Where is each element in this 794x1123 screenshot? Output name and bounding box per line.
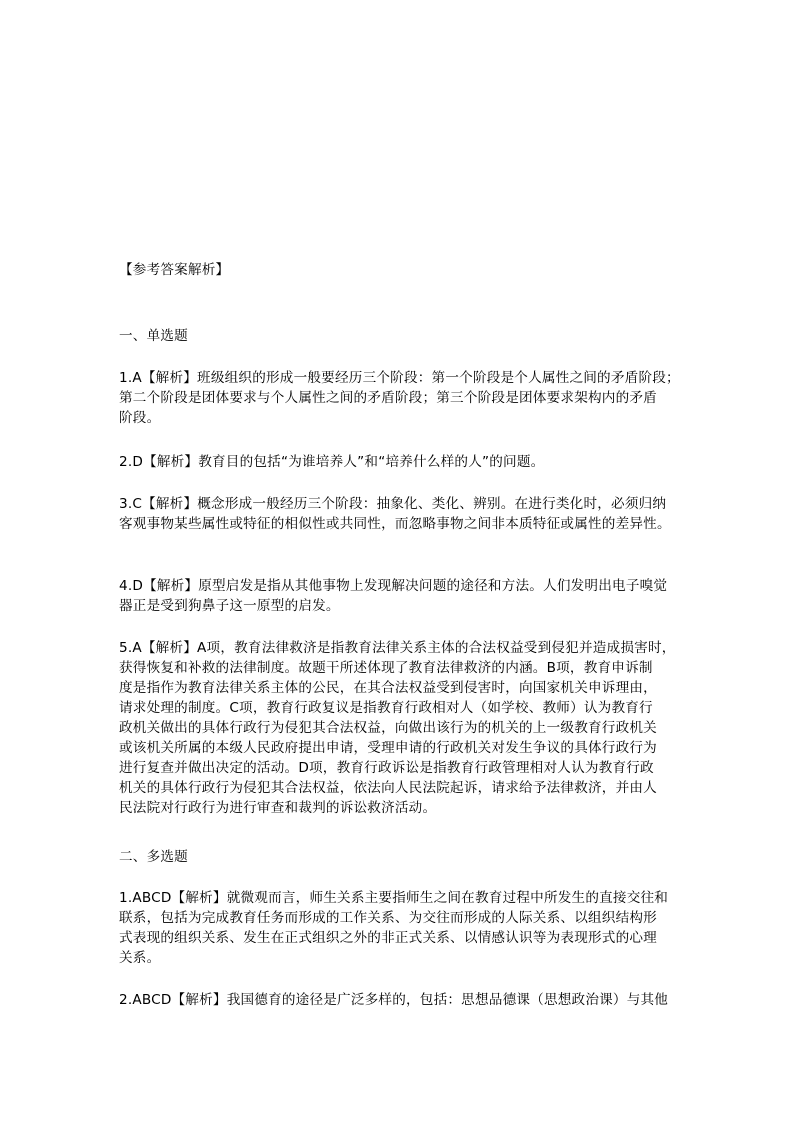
answer-line: 阶段。: [119, 410, 161, 426]
section-heading-single-choice: 一、单选题: [119, 328, 188, 344]
answer-line: 民法院对行政行为进行审查和裁判的诉讼救济活动。: [119, 800, 437, 816]
answer-line: 4.D【解析】原型启发是指从其他事物上发现解决问题的途径和方法。人们发明出电子嗅觉: [119, 578, 668, 594]
answer-line: 第二个阶段是团体要求与个人属性之间的矛盾阶段；第三个阶段是团体要求架构内的矛盾: [119, 390, 657, 406]
answer-line: 关系。: [119, 950, 161, 966]
answer-line: 3.C【解析】概念形成一般经历三个阶段：抽象化、类化、辨别。在进行类化时，必须归纳: [119, 496, 667, 512]
answer-line: 5.A【解析】A项，教育法律救济是指教育法律关系主体的合法权益受到侵犯并造成损害时，: [119, 640, 676, 656]
answer-line: 进行复查并做出决定的活动。D项，教育行政诉讼是指教育行政管理相对人认为教育行政: [119, 760, 654, 776]
answer-line: 式表现的组织关系、发生在正式组织之外的非正式关系、以情感认识等为表现形式的心理: [119, 930, 657, 946]
answer-line: 机关的具体行政行为侵犯其合法权益，依法向人民法院起诉，请求给予法律救济，并由人: [119, 780, 657, 796]
answer-line: 2.D【解析】教育目的包括“为谁培养人”和“培养什么样的人”的问题。: [119, 454, 545, 470]
answer-line: 客观事物某些属性或特征的相似性或共同性，而忽略事物之间非本质特征或属性的差异性。: [119, 516, 671, 532]
answer-line: 1.A【解析】班级组织的形成一般要经历三个阶段：第一个阶段是个人属性之间的矛盾阶段；: [119, 370, 680, 386]
answer-line: 政机关做出的具体行政行为侵犯其合法权益，向做出该行为的机关的上一级教育行政机关: [119, 720, 657, 736]
answer-line: 或该机关所属的本级人民政府提出申请，受理申请的行政机关对发生争议的具体行政行为: [119, 740, 657, 756]
answer-line: 度是指作为教育法律关系主体的公民，在其合法权益受到侵害时，向国家机关申诉理由，: [119, 680, 657, 696]
answer-key-title: 【参考答案解析】: [119, 262, 230, 278]
answer-line: 联系，包括为完成教育任务而形成的工作关系、为交往而形成的人际关系、以组织结构形: [119, 910, 657, 926]
answer-line: 获得恢复和补救的法律制度。故题干所述体现了教育法律救济的内涵。B项，教育申诉制: [119, 660, 653, 676]
answer-line: 1.ABCD【解析】就微观而言，师生关系主要指师生之间在教育过程中所发生的直接交往和: [119, 890, 669, 906]
answer-line: 请求处理的制度。C项，教育行政复议是指教育行政相对人（如学校、教师）认为教育行: [119, 700, 653, 716]
section-heading-multiple-choice: 二、多选题: [119, 849, 188, 865]
answer-line: 器正是受到狗鼻子这一原型的启发。: [119, 598, 340, 614]
answer-line: 2.ABCD【解析】我国德育的途径是广泛多样的，包括：思想品德课（思想政治课）与其他: [119, 992, 669, 1008]
